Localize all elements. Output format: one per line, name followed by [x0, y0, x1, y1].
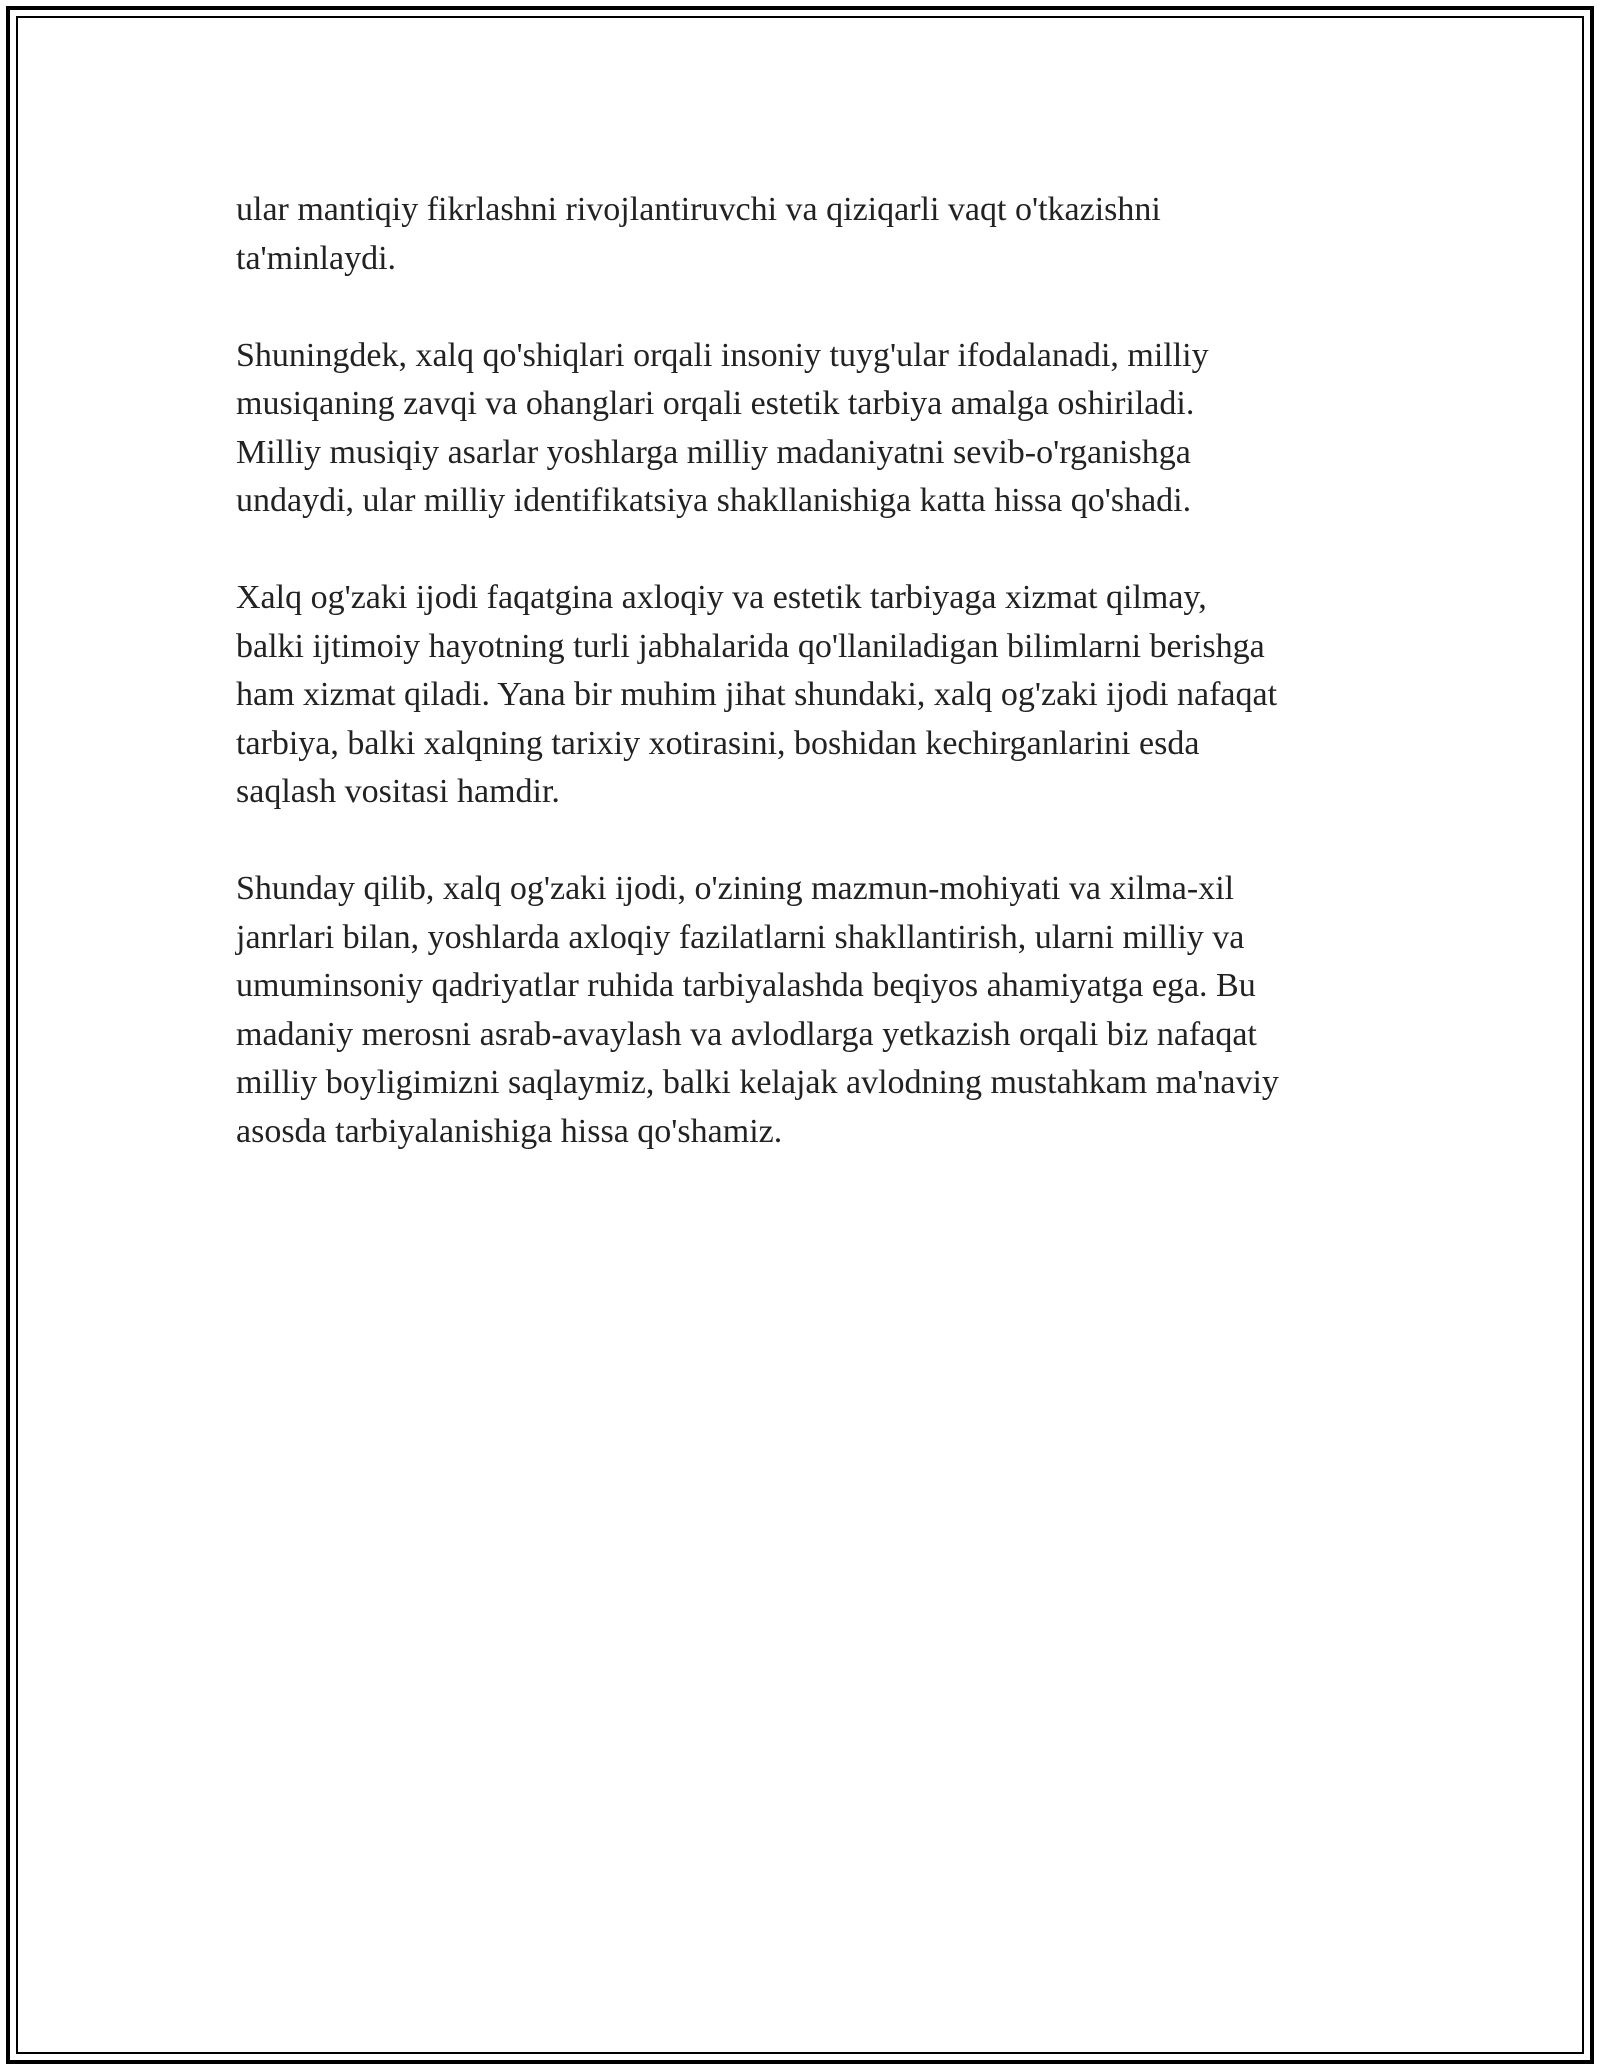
text-line: Xalq og'zaki ijodi faqatgina axloqiy va estetik tarbiyaga xizmat qilmay,: [236, 579, 1207, 616]
text-line: undaydi, ular milliy identifikatsiya shakllanishiga katta hissa qo'shadi.: [236, 482, 1192, 519]
text-line: ular mantiqiy fikrlashni rivojlantiruvchi va qiziqarli vaqt o'tkazishni: [236, 191, 1161, 228]
text-line: Milliy musiqiy asarlar yoshlarga milliy madaniyatni sevib-o'rganishga: [236, 433, 1191, 471]
text-line: ham xizmat qiladi. Yana bir muhim jihat shundaki, xalq og'zaki ijodi nafaqat: [236, 676, 1278, 713]
text-line: umuminsoniy qadriyatlar ruhida tarbiyalashda beqiyos ahamiyatga ega. Bu: [236, 967, 1256, 1004]
text-line: ta'minlaydi.: [236, 239, 397, 277]
paragraph-3: [236, 574, 1396, 817]
text-line: janrlari bilan, yoshlarda axloqiy fazilatlarni shakllantirish, ularni milliy va: [236, 918, 1245, 956]
text-line: musiqaning zavqi va ohanglari orqali estetik tarbiya amalga oshiriladi.: [236, 385, 1195, 422]
text-line: Shunday qilib, xalq og'zaki ijodi, o'zining mazmun-mohiyati va xilma-xil: [236, 870, 1235, 907]
text-line: balki ijtimoiy hayotning turli jabhalarida qo'llaniladigan bilimlarni berishga: [236, 627, 1265, 665]
text-line: saqlash vositasi hamdir.: [236, 773, 560, 810]
text-line: asosda tarbiyalanishiga hissa qo'shamiz.: [236, 1112, 783, 1150]
paragraph-4: [236, 865, 1396, 1156]
text-line: Shuningdek, xalq qo'shiqlari orqali insoniy tuyg'ular ifodalanadi, milliy: [236, 336, 1209, 374]
document-body: [236, 186, 1396, 1205]
text-line: milliy boyligimizni saqlaymiz, balki kelajak avlodning mustahkam ma'naviy: [236, 1064, 1279, 1101]
text-line: madaniy merosni asrab-avaylash va avlodlarga yetkazish orqali biz nafaqat: [236, 1015, 1257, 1053]
text-line: tarbiya, balki xalqning tarixiy xotirasini, boshidan kechirganlarini esda: [236, 724, 1200, 762]
paragraph-2: [236, 332, 1396, 526]
paragraph-1: [236, 186, 1396, 283]
